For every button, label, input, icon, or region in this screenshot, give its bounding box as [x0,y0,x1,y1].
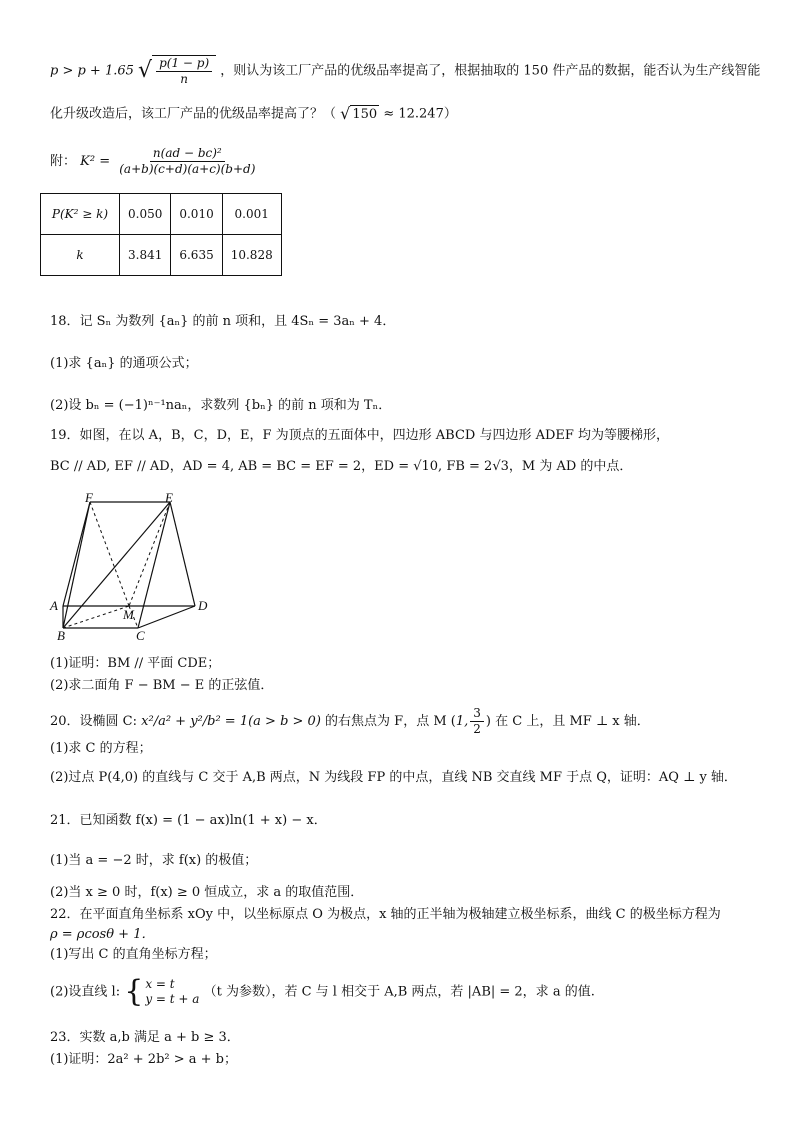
edge-FB [63,502,90,628]
q22-polar-equation: ρ = ρcosθ + 1． [50,927,155,942]
table-cell: 0.001 [222,194,281,235]
label-D: D [198,598,208,613]
q19-part2: (2)求二面角 F − BM − E 的正弦值． [50,678,274,693]
q18-part1: (1)求 {aₙ} 的通项公式； [50,356,198,371]
intro-sqrt-fraction: $\frac{p(1 - p)}{n}$ [156,56,212,87]
q18-stem: 18．记 Sₙ 为数列 {aₙ} 的前 n 项和，且 4Sₙ = 3aₙ + 4． [50,314,396,329]
q19-stem: 19．如图，在以 A，B，C，D，E，F 为顶点的五面体中，四边形 ABCD 与四边形 ADEF 均为等腰梯形， [50,428,670,443]
label-A: A [50,598,58,613]
k2-fraction: $\frac{\text{n(ad − bc)²}}{(a+b)(c+d)(a+c)(b+d)}$ [119,146,256,176]
pentahedron-figure [45,492,225,642]
intro-sqrt: √ $\frac{p(1 - p)}{n}$ [138,55,216,87]
q23-stem: 23．实数 a,b 满足 a + b ≥ 3． [50,1030,240,1045]
table-row [41,235,282,276]
edge-CD [138,606,195,628]
q20-part1: (1)求 C 的方程； [50,741,152,756]
label-F: F [85,492,93,505]
label-B: B [57,628,65,642]
q21-part1: (1)当 a = −2 时，求 f(x) 的极值； [50,853,258,868]
table-cell: 3.841 [120,235,171,276]
appendix-formula: 附： K² = $\frac{\text{n(ad − bc)²}}{(a+b)(c+d)(a+c)(b+d)}$ [50,146,260,177]
label-M: M [123,607,134,622]
q20-part2: (2)过点 P(4,0) 的直线与 C 交于 A,B 两点，N 为线段 FP 的中点，直线 NB 交直线 MF 于点 Q，证明：AQ ⊥ y 轴． [50,770,737,785]
table-cell: 0.010 [171,194,222,235]
q19-part1: (1)证明：BM // 平面 CDE； [50,656,221,671]
q21-stem: 21．已知函数 f(x) = (1 − ax)ln(1 + x) − x． [50,813,327,828]
table-header-p: P(K² ≥ k) [41,194,120,235]
table-header-k: k [41,235,120,276]
table-row [41,194,282,235]
q19-conditions: BC // AD, EF // AD，AD = 4, AB = BC = EF = 2，ED = √10, FB = 2√3，M 为 AD 的中点． [50,459,633,474]
intro-line-1 [50,55,760,87]
table-cell: 0.050 [120,194,171,235]
q22-part2: (2)设直线 l: { x = t y = t + a （t 为参数），若 C 与 l 相交于 A,B 两点，若 |AB| = 2，求 a 的值. [50,974,595,1009]
label-E: E [165,492,173,505]
q23-part1: (1)证明：2a² + 2b² > a + b； [50,1052,237,1067]
intro-sqrt-150: √ 150 [340,104,378,123]
q22-part1: (1)写出 C 的直角坐标方程； [50,947,217,962]
table-cell: 10.828 [222,235,281,276]
q20-stem: 20．设椭圆 C: x²/a² + y²/b² = 1(a > b > 0) 的右焦点为 F，点 M (1, $\frac{3}{2}$ ) 在 C 上，且 MF ⊥ x 轴． [50,706,650,736]
point-M-coords: (1, $\frac{3}{2}$ ) [450,706,491,736]
table-cell: 6.635 [171,235,222,276]
edge-ED [170,502,195,606]
parametric-system: { x = t y = t + a [124,974,200,1009]
ellipse-equation: x²/a² + y²/b² = 1(a > b > 0) [141,714,321,729]
edge-FM-dashed [90,502,129,606]
q21-part2: (2)当 x ≥ 0 时，f(x) ≥ 0 恒成立，求 a 的取值范围． [50,885,364,900]
intro-line-1-text: ，则认为该工厂产品的优级品率提高了，根据抽取的 150 件产品的数据，能否认为生产线智能 [220,63,761,79]
edge-FA [63,502,90,606]
intro-line-2: 化升级改造后，该工厂产品的优级品率提高了？（ √ 150 ≈ 12.247） [50,104,457,123]
intro-formula-lhs: p > p + 1.65 [50,63,134,79]
edge-EM-dashed [129,502,170,606]
q18-part2: (2)设 bₙ = (−1)ⁿ⁻¹naₙ，求数列 {bₙ} 的前 n 项和为 Tₙ． [50,398,392,413]
q22-stem: 22．在平面直角坐标系 xOy 中，以坐标原点 O 为极点，x 轴的正半轴为极轴建立极坐标系，曲线 C 的极坐标方程为 [50,907,721,922]
label-C: C [136,628,145,642]
critical-value-table [40,193,282,276]
